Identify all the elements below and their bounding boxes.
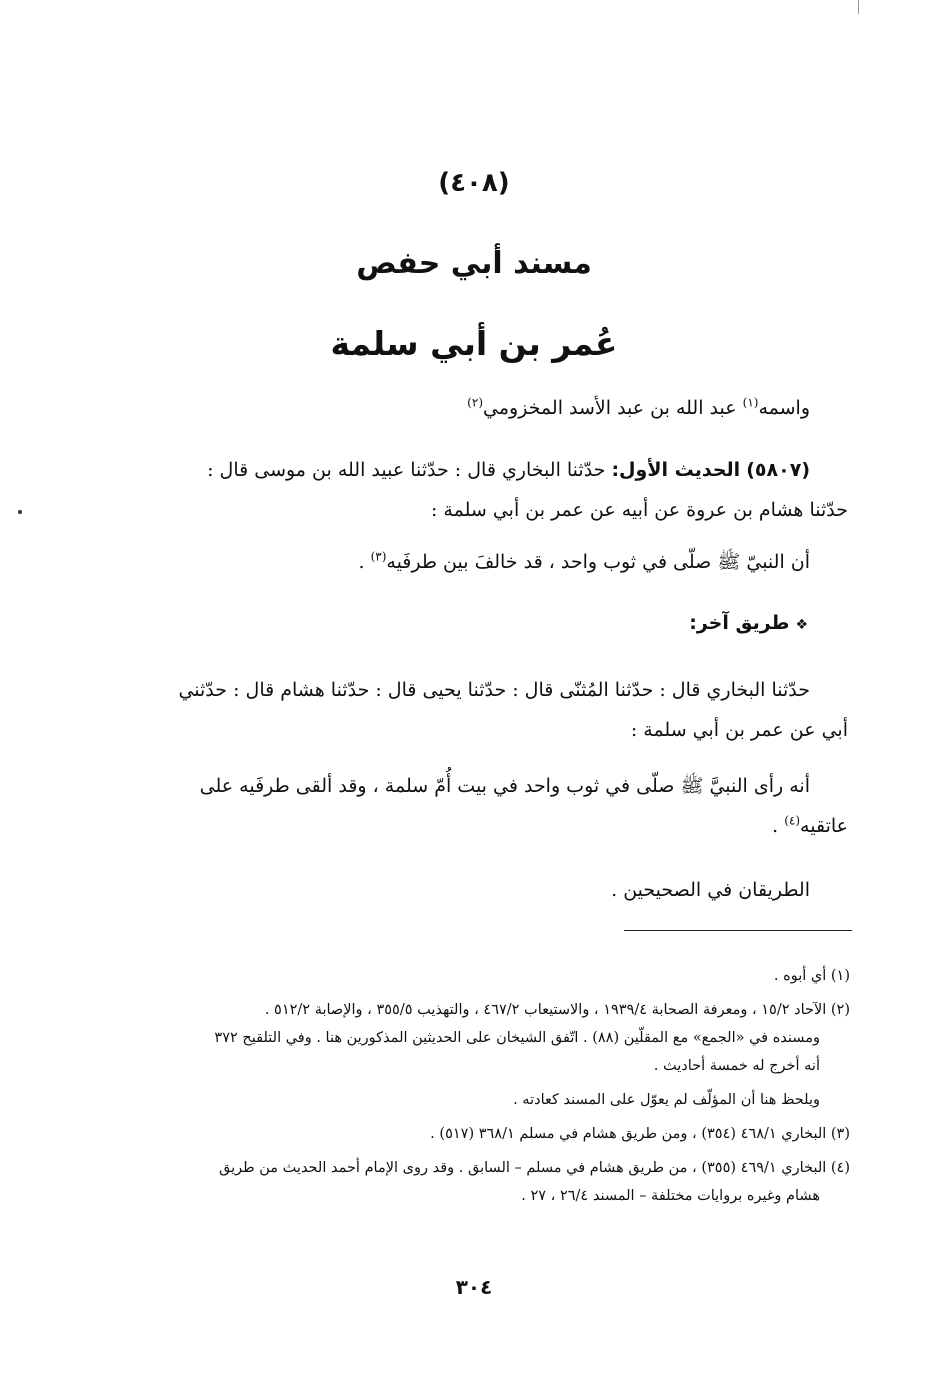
footnotes bbox=[98, 962, 850, 1210]
footnote-2-cont-3: ويلحظ هنا أن المؤلّف لم يعوّل على المسند كعادته . bbox=[513, 1092, 820, 1108]
other-route-heading-text: طريق آخر: bbox=[689, 612, 790, 634]
footnote-ref-3[interactable]: (٣) bbox=[370, 549, 387, 564]
footnote-3: (٣) البخاري ٤٦٨/١ (٣٥٤) ، ومن طريق هشام في مسلم ٣٦٨/١ (٥١٧) . bbox=[430, 1126, 850, 1142]
footnote-ref-2[interactable]: (٢) bbox=[467, 395, 483, 410]
footnote-ref-1[interactable]: (١) bbox=[742, 395, 759, 410]
hadith-number: (٥٨٠٧) bbox=[746, 459, 810, 481]
footnote-separator bbox=[624, 930, 852, 931]
footnote-2: (٢) الآحاد ١٥/٢ ، ومعرفة الصحابة ١٩٣٩/٤ ، والاستيعاب ٤٦٧/٢ ، والتهذيب ٣٥٥/٥ ، والإصابة ٥١٢/٢ . bbox=[264, 1002, 850, 1018]
other-route-matn-end: . bbox=[772, 815, 785, 837]
footnote-4: (٤) البخاري ٤٦٩/١ (٣٥٥) ، من طريق هشام في مسلم – السابق . وقد روى الإمام أحمد الحديث من طريق bbox=[218, 1160, 850, 1176]
other-route-heading bbox=[689, 612, 808, 634]
footnote-ref-4[interactable]: (٤) bbox=[784, 813, 801, 828]
footnote-2-cont-2: أنه أخرج له خمسة أحاديث . bbox=[653, 1058, 820, 1074]
footnote-2-cont-1: ومسنده في «الجمع» مع المقلّين (٨٨) . اتّفق الشيخان على الحديثين المذكورين هنا . وفي التلقيح ٣٧٢ bbox=[214, 1030, 820, 1046]
hadith-label: الحديث الأول: bbox=[611, 459, 741, 481]
hadith-1-isnad-line2: حدّثنا هشام بن عروة عن أبيه عن عمر بن أبي سلمة : bbox=[430, 499, 848, 521]
other-route-matn-line1: أنه رأى النبيَّ ﷺ صلّى في ثوب واحد في بيت أُمّ سلمة ، وقد ألقى طرفَيه على bbox=[199, 775, 810, 797]
hadith-1-matn-text: أن النبيّ ﷺ صلّى في ثوب واحد ، قد خالفَ بين طرفَيه bbox=[386, 551, 810, 573]
other-route-isnad bbox=[103, 670, 848, 750]
hadith-1-matn-end: . bbox=[358, 551, 371, 573]
page-number: ٣٠٤ bbox=[455, 1275, 493, 1299]
conclusion-paragraph bbox=[103, 870, 848, 910]
other-route-matn bbox=[103, 766, 848, 846]
hadith-1-isnad bbox=[103, 450, 848, 530]
hadith-1-matn bbox=[103, 542, 848, 582]
other-route-isnad-line2: أبي عن عمر بن أبي سلمة : bbox=[630, 719, 848, 741]
intro-text-after: عبد الله بن عبد الأسد المخزومي bbox=[483, 397, 743, 419]
scan-dot bbox=[18, 510, 22, 514]
conclusion-text: الطريقان في الصحيحين . bbox=[611, 879, 810, 901]
other-route-isnad-line1: حدّثنا البخاري قال : حدّثنا المُثنّى قال : حدّثنا يحيى قال : حدّثنا هشام قال : حدّثني bbox=[178, 679, 810, 701]
footnote-4-cont: هشام وغيره بروايات مختلفة – المسند ٢٦/٤ ، ٢٧ . bbox=[521, 1188, 820, 1204]
scan-mark bbox=[858, 0, 859, 14]
musnad-title: مسند أبي حفص bbox=[356, 246, 592, 281]
hadith-1-isnad-line1: حدّثنا البخاري قال : حدّثنا عبيد الله بن موسى قال : bbox=[207, 459, 612, 481]
footnote-1: (١) أي أبوه . bbox=[773, 968, 850, 984]
section-number: (٤٠٨) bbox=[438, 168, 510, 198]
companion-name: عُمر بن أبي سلمة bbox=[330, 324, 618, 363]
diamond-bullet-icon: ❖ bbox=[795, 617, 808, 633]
other-route-matn-line2: عاتقيه bbox=[800, 815, 848, 837]
intro-text-before: واسمه bbox=[758, 397, 810, 419]
intro-paragraph bbox=[103, 388, 848, 428]
